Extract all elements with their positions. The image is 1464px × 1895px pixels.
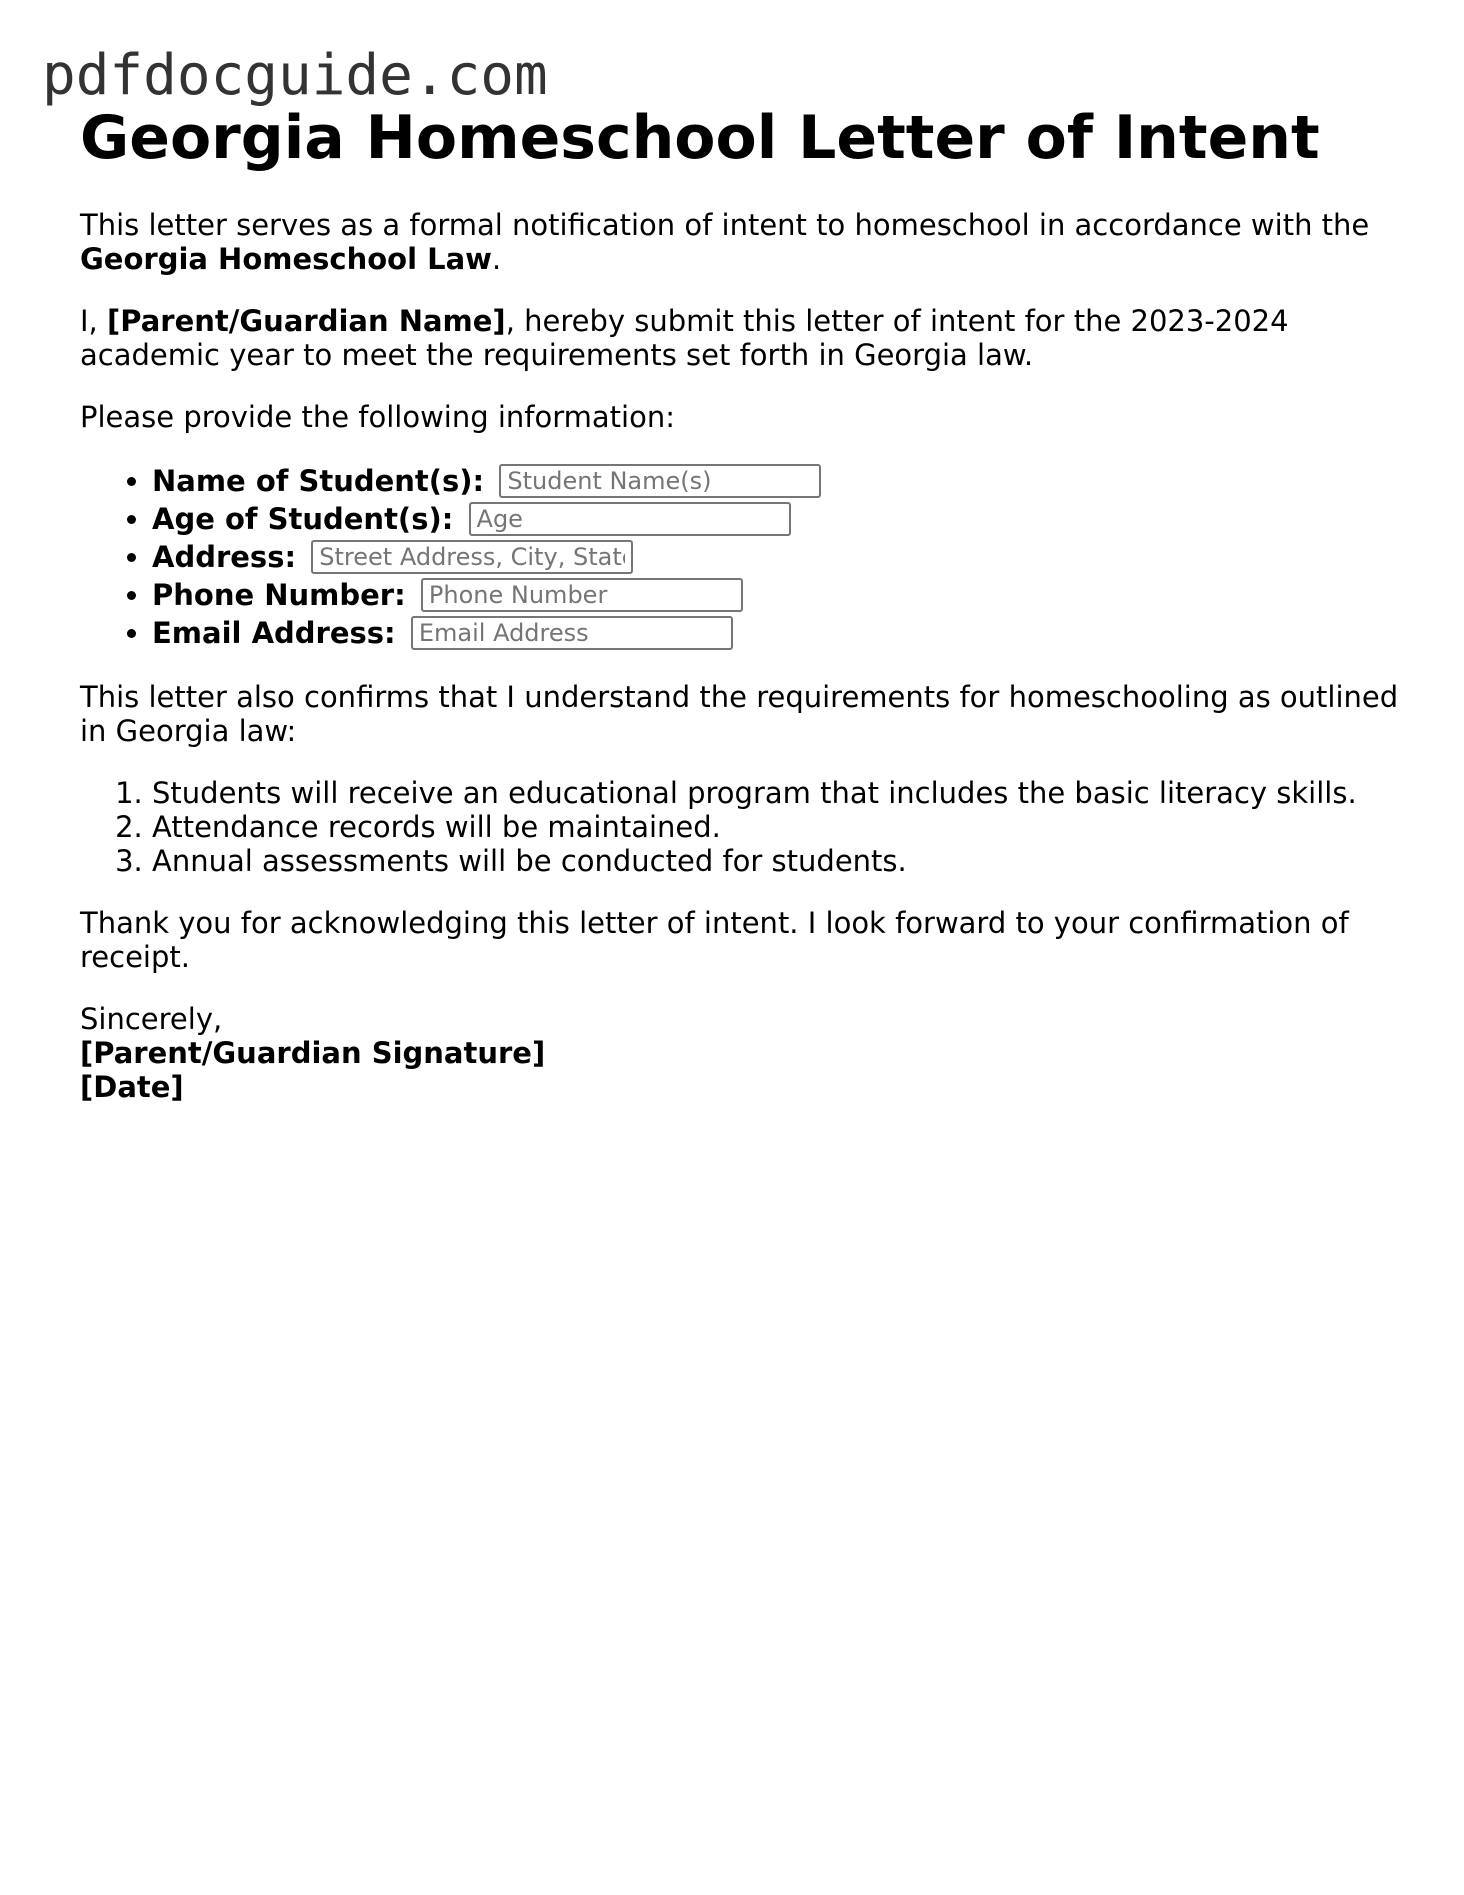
list-item — [152, 538, 1400, 576]
list-item: 3. Annual assessments will be conducted for students. — [152, 844, 1400, 878]
address-label: Address: — [152, 540, 297, 574]
phone-label: Phone Number: — [152, 578, 406, 612]
list-item: 1. Students will receive an educational program that includes the basic literacy skills. — [152, 776, 1400, 810]
intro-end: . — [491, 242, 502, 276]
page-title: Georgia Homeschool Letter of Intent — [80, 103, 1320, 173]
student-name-label: Name of Student(s): — [152, 464, 485, 498]
list-item — [152, 462, 1400, 500]
student-age-input[interactable] — [469, 502, 791, 536]
list-item: 2. Attendance records will be maintained. — [152, 810, 1400, 844]
signature-block — [80, 1002, 1400, 1104]
statement-text: , hereby submit this letter of intent for the 2023-2024 academic year to meet the requirements set forth in Georgia law. — [80, 304, 1289, 372]
date-text: [Date] — [80, 1070, 184, 1104]
address-input[interactable] — [311, 540, 633, 574]
date-placeholder — [80, 1070, 1400, 1104]
intro-text: This letter serves as a formal notification of intent to homeschool in accordance with the — [80, 208, 1370, 242]
email-label: Email Address: — [152, 616, 396, 650]
closing-paragraph: Thank you for acknowledging this letter of intent. I look forward to your confirmation of receipt. — [80, 906, 1349, 974]
signature-placeholder — [80, 1036, 1400, 1070]
student-name-input[interactable] — [499, 464, 821, 498]
list-item — [152, 576, 1400, 614]
letter-document — [80, 100, 1400, 1104]
parent-name-placeholder: [Parent/Guardian Name] — [107, 304, 506, 338]
statement-paragraph — [80, 304, 1400, 372]
law-name: Georgia Homeschool Law — [80, 242, 492, 276]
confirmation-paragraph: This letter also confirms that I understand the requirements for homeschooling as outlined in Georgia law: — [80, 680, 1399, 748]
signature-text: [Parent/Guardian Signature] — [80, 1036, 546, 1070]
statement-prefix: I, — [80, 304, 107, 338]
info-prompt: Please provide the following information: — [80, 400, 675, 434]
list-item — [152, 614, 1400, 652]
email-input[interactable] — [411, 616, 733, 650]
info-fields-list — [80, 462, 1400, 652]
salutation: Sincerely, — [80, 1002, 223, 1036]
requirements-list — [80, 776, 1400, 878]
site-watermark: pdfdocguide.com — [42, 43, 548, 108]
intro-paragraph — [80, 208, 1400, 276]
phone-input[interactable] — [421, 578, 743, 612]
student-age-label: Age of Student(s): — [152, 502, 454, 536]
list-item — [152, 500, 1400, 538]
